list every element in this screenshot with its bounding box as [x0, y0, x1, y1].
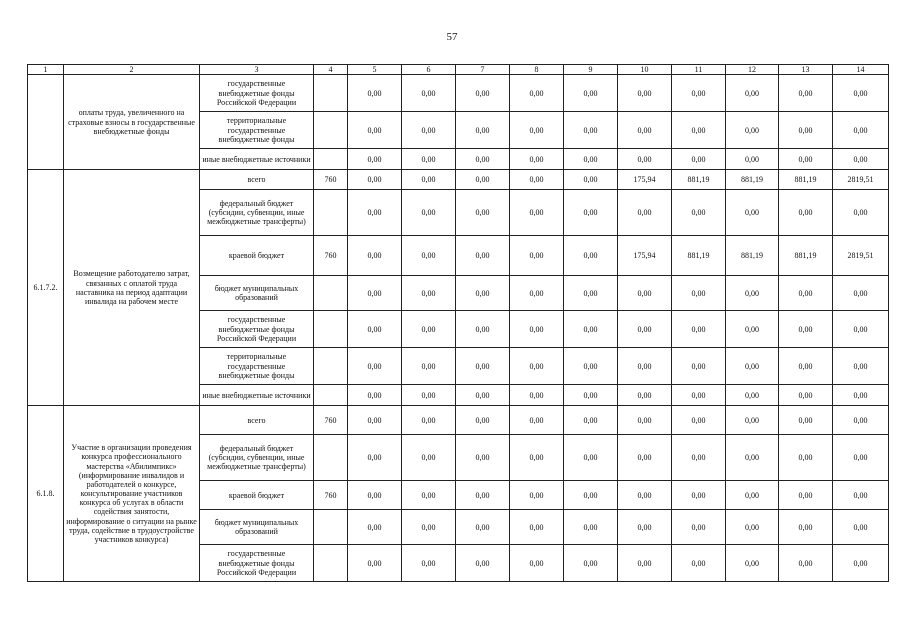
amount-cell: 0,00 — [618, 510, 672, 545]
table-row — [28, 170, 889, 190]
amount-cell: 0,00 — [510, 112, 564, 149]
item-code — [28, 75, 64, 170]
amount-cell: 0,00 — [726, 435, 779, 481]
amount-cell: 2819,51 — [833, 170, 889, 190]
amount-cell: 0,00 — [833, 190, 889, 236]
funding-source: государственные внебюджетные фонды Российской Федерации — [200, 75, 314, 112]
amount-cell: 0,00 — [779, 311, 833, 348]
amount-cell: 0,00 — [618, 311, 672, 348]
amount-cell: 0,00 — [348, 545, 402, 582]
amount-cell: 0,00 — [510, 276, 564, 311]
funding-source: иные внебюджетные источники — [200, 385, 314, 406]
amount-cell: 0,00 — [402, 545, 456, 582]
amount-cell: 0,00 — [510, 510, 564, 545]
funding-source: территориальные государственные внебюджетные фонды — [200, 348, 314, 385]
amount-cell: 0,00 — [402, 311, 456, 348]
amount-cell: 0,00 — [348, 236, 402, 276]
amount-cell: 0,00 — [672, 510, 726, 545]
amount-cell: 0,00 — [833, 435, 889, 481]
column-4-code — [314, 435, 348, 481]
column-header-row — [28, 65, 889, 75]
amount-cell: 0,00 — [833, 510, 889, 545]
amount-cell: 0,00 — [456, 406, 510, 435]
amount-cell: 0,00 — [510, 190, 564, 236]
amount-cell: 0,00 — [726, 481, 779, 510]
amount-cell: 0,00 — [726, 510, 779, 545]
amount-cell: 0,00 — [402, 481, 456, 510]
amount-cell: 0,00 — [564, 435, 618, 481]
column-header: 2 — [64, 65, 200, 75]
funding-source: бюджет муниципальных образований — [200, 276, 314, 311]
funding-source: федеральный бюджет (субсидии, субвенции, иные межбюджетные трансферты) — [200, 190, 314, 236]
column-4-code — [314, 510, 348, 545]
table-row — [28, 406, 889, 435]
column-header: 12 — [726, 65, 779, 75]
column-header: 13 — [779, 65, 833, 75]
amount-cell: 0,00 — [564, 348, 618, 385]
column-header: 7 — [456, 65, 510, 75]
amount-cell: 0,00 — [833, 348, 889, 385]
column-header: 3 — [200, 65, 314, 75]
amount-cell: 0,00 — [779, 190, 833, 236]
amount-cell: 0,00 — [726, 149, 779, 170]
funding-source: всего — [200, 406, 314, 435]
amount-cell: 0,00 — [779, 406, 833, 435]
amount-cell: 0,00 — [348, 170, 402, 190]
amount-cell: 0,00 — [779, 348, 833, 385]
amount-cell: 0,00 — [833, 481, 889, 510]
amount-cell: 0,00 — [618, 406, 672, 435]
column-4-code: 760 — [314, 236, 348, 276]
amount-cell: 0,00 — [618, 435, 672, 481]
amount-cell: 0,00 — [456, 112, 510, 149]
amount-cell: 0,00 — [510, 406, 564, 435]
amount-cell: 0,00 — [618, 348, 672, 385]
amount-cell: 0,00 — [510, 348, 564, 385]
column-4-code: 760 — [314, 170, 348, 190]
amount-cell: 0,00 — [510, 385, 564, 406]
amount-cell: 0,00 — [726, 112, 779, 149]
amount-cell: 0,00 — [564, 510, 618, 545]
amount-cell: 0,00 — [456, 510, 510, 545]
amount-cell: 0,00 — [779, 385, 833, 406]
amount-cell: 0,00 — [672, 276, 726, 311]
column-4-code: 760 — [314, 406, 348, 435]
amount-cell: 0,00 — [833, 75, 889, 112]
amount-cell: 0,00 — [833, 149, 889, 170]
amount-cell: 0,00 — [348, 481, 402, 510]
amount-cell: 0,00 — [402, 510, 456, 545]
amount-cell: 881,19 — [779, 170, 833, 190]
amount-cell: 0,00 — [833, 385, 889, 406]
column-4-code: 760 — [314, 481, 348, 510]
amount-cell: 0,00 — [726, 348, 779, 385]
column-header: 10 — [618, 65, 672, 75]
amount-cell: 0,00 — [456, 170, 510, 190]
column-4-code — [314, 385, 348, 406]
amount-cell: 0,00 — [672, 406, 726, 435]
amount-cell: 0,00 — [348, 75, 402, 112]
amount-cell: 0,00 — [779, 149, 833, 170]
amount-cell: 881,19 — [726, 170, 779, 190]
amount-cell: 0,00 — [402, 75, 456, 112]
amount-cell: 0,00 — [833, 112, 889, 149]
amount-cell: 0,00 — [348, 406, 402, 435]
amount-cell: 2819,51 — [833, 236, 889, 276]
column-header: 14 — [833, 65, 889, 75]
amount-cell: 0,00 — [348, 510, 402, 545]
amount-cell: 0,00 — [564, 170, 618, 190]
amount-cell: 0,00 — [456, 435, 510, 481]
table-row — [28, 75, 889, 112]
amount-cell: 0,00 — [618, 112, 672, 149]
amount-cell: 0,00 — [618, 276, 672, 311]
amount-cell: 0,00 — [456, 481, 510, 510]
amount-cell: 0,00 — [672, 190, 726, 236]
column-4-code — [314, 112, 348, 149]
amount-cell: 0,00 — [456, 276, 510, 311]
amount-cell: 0,00 — [672, 348, 726, 385]
amount-cell: 0,00 — [510, 481, 564, 510]
column-header: 6 — [402, 65, 456, 75]
column-header: 4 — [314, 65, 348, 75]
amount-cell: 0,00 — [456, 149, 510, 170]
amount-cell: 0,00 — [672, 75, 726, 112]
amount-cell: 0,00 — [348, 311, 402, 348]
funding-source: территориальные государственные внебюджетные фонды — [200, 112, 314, 149]
amount-cell: 0,00 — [618, 190, 672, 236]
page-number: 57 — [446, 31, 458, 43]
amount-cell: 0,00 — [456, 75, 510, 112]
amount-cell: 0,00 — [779, 112, 833, 149]
column-header: 1 — [28, 65, 64, 75]
budget-table-body — [28, 65, 889, 582]
amount-cell: 0,00 — [456, 348, 510, 385]
amount-cell: 0,00 — [456, 385, 510, 406]
amount-cell: 175,94 — [618, 170, 672, 190]
amount-cell: 0,00 — [672, 311, 726, 348]
amount-cell: 0,00 — [510, 311, 564, 348]
amount-cell: 0,00 — [833, 276, 889, 311]
funding-source: иные внебюджетные источники — [200, 149, 314, 170]
amount-cell: 0,00 — [564, 545, 618, 582]
item-code: 6.1.7.2. — [28, 170, 64, 406]
amount-cell: 0,00 — [510, 545, 564, 582]
amount-cell: 0,00 — [779, 545, 833, 582]
amount-cell: 0,00 — [348, 276, 402, 311]
amount-cell: 0,00 — [726, 406, 779, 435]
amount-cell: 0,00 — [456, 545, 510, 582]
item-code: 6.1.8. — [28, 406, 64, 582]
column-header: 11 — [672, 65, 726, 75]
funding-source: государственные внебюджетные фонды Российской Федерации — [200, 311, 314, 348]
amount-cell: 0,00 — [402, 170, 456, 190]
funding-source: бюджет муниципальных образований — [200, 510, 314, 545]
amount-cell: 0,00 — [779, 510, 833, 545]
column-4-code — [314, 276, 348, 311]
budget-table — [27, 64, 889, 582]
amount-cell: 0,00 — [456, 311, 510, 348]
amount-cell: 0,00 — [402, 236, 456, 276]
amount-cell: 0,00 — [672, 435, 726, 481]
amount-cell: 0,00 — [510, 149, 564, 170]
column-4-code — [314, 149, 348, 170]
amount-cell: 0,00 — [402, 190, 456, 236]
amount-cell: 0,00 — [510, 75, 564, 112]
item-name: Участие в организации проведения конкурса профессионального мастерства «Абилимпикс» (информирование инвалидов и работодателей о конкурсе, консультирование участников конкурса об услугах в области содействия занятости, информирование о ситуации на рынке труда, содействие в трудоустройстве участников конкурса) — [64, 406, 200, 582]
amount-cell: 0,00 — [348, 112, 402, 149]
amount-cell: 0,00 — [726, 311, 779, 348]
column-4-code — [314, 348, 348, 385]
amount-cell: 0,00 — [564, 236, 618, 276]
amount-cell: 0,00 — [510, 236, 564, 276]
amount-cell: 0,00 — [672, 385, 726, 406]
amount-cell: 0,00 — [618, 481, 672, 510]
amount-cell: 0,00 — [348, 348, 402, 385]
amount-cell: 0,00 — [348, 190, 402, 236]
funding-source: государственные внебюджетные фонды Российской Федерации — [200, 545, 314, 582]
item-name: оплаты труда, увеличенного на страховые взносы в государственные внебюджетные фонды — [64, 75, 200, 170]
column-header: 8 — [510, 65, 564, 75]
column-4-code — [314, 190, 348, 236]
amount-cell: 0,00 — [672, 112, 726, 149]
amount-cell: 0,00 — [618, 149, 672, 170]
funding-source: всего — [200, 170, 314, 190]
amount-cell: 0,00 — [618, 75, 672, 112]
amount-cell: 0,00 — [564, 190, 618, 236]
funding-source: федеральный бюджет (субсидии, субвенции, иные межбюджетные трансферты) — [200, 435, 314, 481]
amount-cell: 0,00 — [618, 385, 672, 406]
amount-cell: 0,00 — [833, 545, 889, 582]
amount-cell: 0,00 — [456, 190, 510, 236]
amount-cell: 0,00 — [833, 311, 889, 348]
amount-cell: 0,00 — [833, 406, 889, 435]
amount-cell: 0,00 — [618, 545, 672, 582]
amount-cell: 0,00 — [402, 348, 456, 385]
column-4-code — [314, 75, 348, 112]
funding-source: краевой бюджет — [200, 236, 314, 276]
amount-cell: 0,00 — [726, 75, 779, 112]
column-4-code — [314, 311, 348, 348]
amount-cell: 0,00 — [348, 149, 402, 170]
amount-cell: 0,00 — [510, 435, 564, 481]
amount-cell: 0,00 — [402, 112, 456, 149]
amount-cell: 0,00 — [564, 75, 618, 112]
amount-cell: 0,00 — [726, 545, 779, 582]
amount-cell: 0,00 — [510, 170, 564, 190]
amount-cell: 0,00 — [564, 112, 618, 149]
amount-cell: 0,00 — [726, 385, 779, 406]
amount-cell: 0,00 — [564, 311, 618, 348]
amount-cell: 0,00 — [456, 236, 510, 276]
amount-cell: 881,19 — [726, 236, 779, 276]
column-4-code — [314, 545, 348, 582]
amount-cell: 0,00 — [402, 276, 456, 311]
amount-cell: 0,00 — [348, 385, 402, 406]
amount-cell: 881,19 — [779, 236, 833, 276]
amount-cell: 0,00 — [564, 385, 618, 406]
column-header: 9 — [564, 65, 618, 75]
amount-cell: 0,00 — [779, 435, 833, 481]
amount-cell: 0,00 — [564, 481, 618, 510]
amount-cell: 175,94 — [618, 236, 672, 276]
amount-cell: 0,00 — [564, 406, 618, 435]
amount-cell: 0,00 — [402, 435, 456, 481]
amount-cell: 0,00 — [726, 190, 779, 236]
amount-cell: 0,00 — [564, 149, 618, 170]
amount-cell: 0,00 — [672, 545, 726, 582]
amount-cell: 0,00 — [564, 276, 618, 311]
amount-cell: 0,00 — [779, 75, 833, 112]
amount-cell: 0,00 — [402, 149, 456, 170]
amount-cell: 0,00 — [726, 276, 779, 311]
amount-cell: 0,00 — [402, 385, 456, 406]
amount-cell: 0,00 — [402, 406, 456, 435]
amount-cell: 0,00 — [672, 481, 726, 510]
amount-cell: 0,00 — [779, 481, 833, 510]
amount-cell: 0,00 — [779, 276, 833, 311]
item-name: Возмещение работодателю затрат, связанных с оплатой труда наставника на период адаптации инвалида на рабочем месте — [64, 170, 200, 406]
funding-source: краевой бюджет — [200, 481, 314, 510]
amount-cell: 0,00 — [672, 149, 726, 170]
amount-cell: 881,19 — [672, 170, 726, 190]
amount-cell: 0,00 — [348, 435, 402, 481]
amount-cell: 881,19 — [672, 236, 726, 276]
column-header: 5 — [348, 65, 402, 75]
